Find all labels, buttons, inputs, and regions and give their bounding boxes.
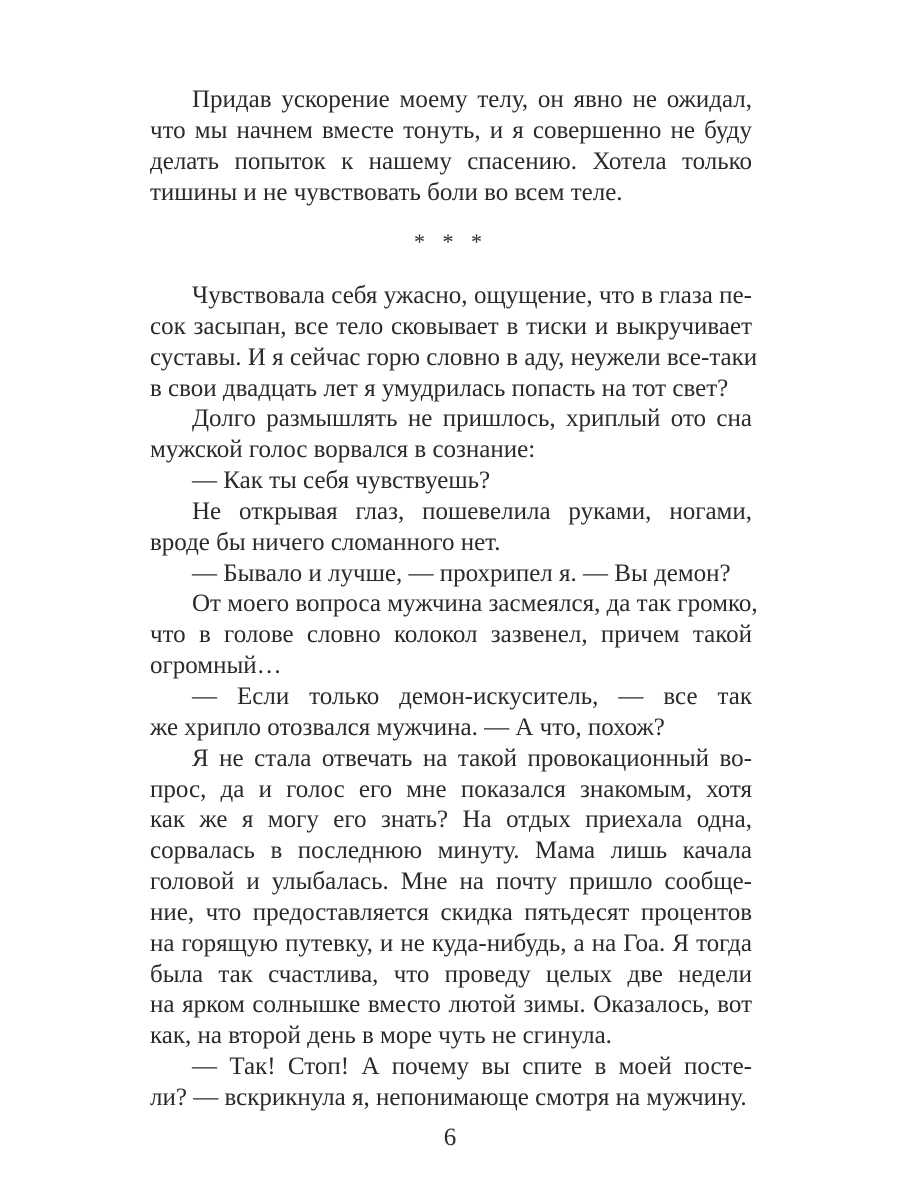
text-line: была так счастлива, что проведу целых две недели bbox=[150, 960, 752, 988]
section-separator: * * * bbox=[414, 229, 488, 254]
text-line: что мы начнем вместе тонуть, и я совершенно не буду bbox=[150, 116, 752, 144]
text-line: — Так! Стоп! А почему вы спите в моей посте- bbox=[192, 1053, 752, 1081]
paragraph bbox=[150, 744, 752, 1052]
text-line: же хрипло отозвался мужчина. — А что, похож? bbox=[150, 713, 665, 741]
text-line: Долго размышлять не пришлось, хриплый ото сна bbox=[192, 405, 752, 433]
text-line: Я не стала отвечать на такой провокационный во- bbox=[192, 744, 752, 772]
paragraph bbox=[150, 682, 752, 744]
text-line: делать попыток к нашему спасению. Хотела только bbox=[150, 147, 752, 175]
text-line: вроде бы ничего сломанного нет. bbox=[150, 528, 501, 556]
text-line: суставы. И я сейчас горю словно в аду, неужели все-таки bbox=[150, 343, 758, 371]
text-line: как же я могу его знать? На отдых приехала одна, bbox=[150, 806, 752, 834]
text-line: огромный… bbox=[150, 652, 282, 680]
text-line: сок засыпан, все тело сковывает в тиски и выкручивает bbox=[150, 312, 752, 340]
paragraph bbox=[150, 404, 752, 466]
text-line: От моего вопроса мужчина засмеялся, да так громко, bbox=[192, 590, 758, 618]
section-1 bbox=[150, 85, 752, 208]
text-line: прос, да и голос его мне показался знакомым, хотя bbox=[150, 775, 752, 803]
paragraph bbox=[150, 1052, 752, 1114]
text-line: на горящую путевку, и не куда-нибудь, а на Гоа. Я тогда bbox=[150, 929, 752, 957]
text-line: как, на второй день в море чуть не сгинула. bbox=[150, 1022, 612, 1050]
text-line: сорвалась в последнюю минуту. Мама лишь качала bbox=[150, 837, 752, 865]
paragraph bbox=[150, 497, 752, 559]
text-line: в свои двадцать лет я умудрилась попасть на тот свет? bbox=[150, 374, 729, 402]
text-line: Придав ускорение моему телу, он явно не ожидал, bbox=[192, 86, 752, 113]
text-line: ние, что предоставляется скидка пятьдесят процентов bbox=[150, 898, 752, 926]
paragraph bbox=[150, 559, 752, 590]
paragraph bbox=[150, 85, 752, 208]
text-line: Не открывая глаз, пошевелила руками, ногами, bbox=[192, 497, 752, 525]
text-line: Чувствовала себя ужасно, ощущение, что в глаза пе- bbox=[192, 282, 752, 309]
paragraph bbox=[150, 281, 758, 404]
paragraph bbox=[150, 589, 758, 682]
text-line: — Если только демон-искуситель, — все так bbox=[192, 682, 752, 710]
page-number: 6 bbox=[443, 1124, 457, 1151]
paragraph bbox=[150, 466, 752, 497]
text-line: ли? — вскрикнула я, непонимающе смотря на мужчину. bbox=[150, 1083, 747, 1111]
text-line: головой и улыбалась. Мне на почту пришло сообще- bbox=[150, 868, 752, 896]
text-line: тишины и не чувствовать боли во всем теле. bbox=[150, 178, 623, 206]
section-2 bbox=[150, 281, 758, 1114]
text-line: что в голове словно колокол зазвенел, причем такой bbox=[150, 621, 752, 649]
text-line: на ярком солнышке вместо лютой зимы. Оказалось, вот bbox=[150, 991, 752, 1019]
text-line: — Бывало и лучше, — прохрипел я. — Вы демон? bbox=[192, 559, 731, 587]
text-line: — Как ты себя чувствуешь? bbox=[192, 467, 491, 495]
text-line: мужской голос ворвался в сознание: bbox=[150, 436, 536, 464]
